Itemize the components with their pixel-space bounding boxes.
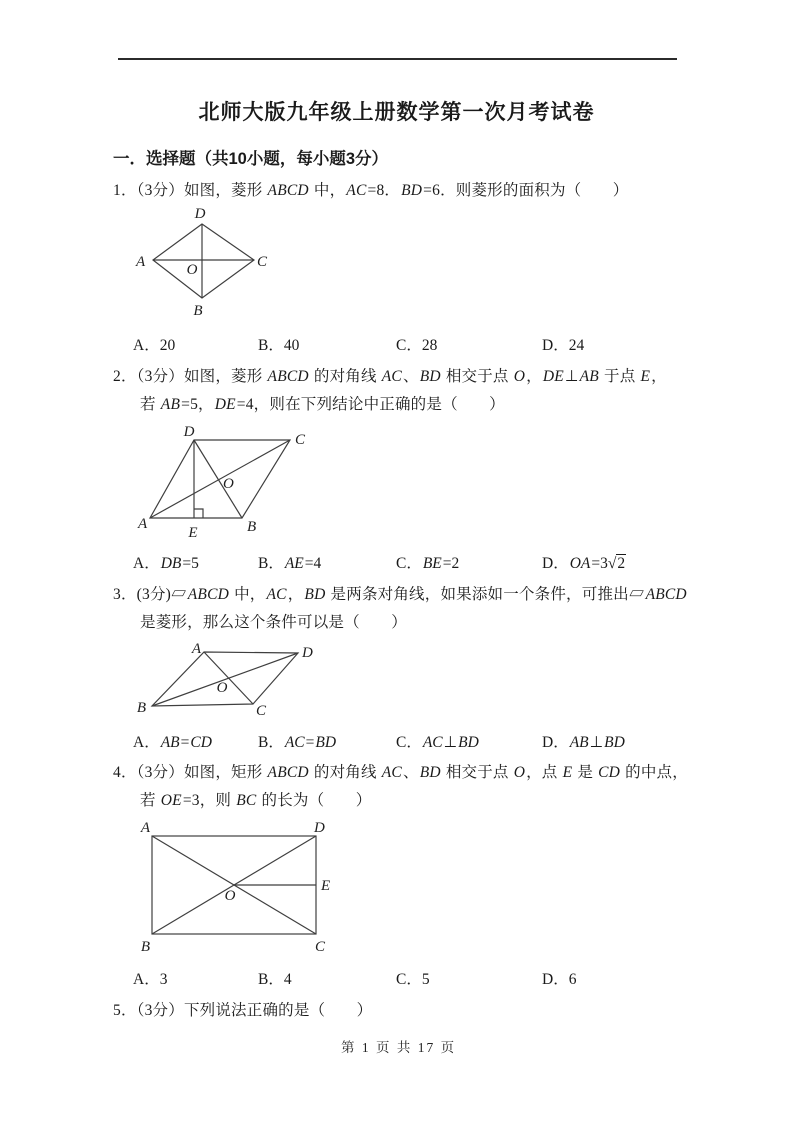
- vertex-label-c: C: [315, 939, 326, 955]
- vertex-label-a: A: [136, 254, 146, 270]
- center-label-o: O: [216, 680, 228, 696]
- vertex-label-b: B: [140, 939, 150, 955]
- q3-option-b: B．AC=BD: [258, 734, 337, 751]
- q4-option-a: A．3: [133, 971, 168, 988]
- question-1-text: 1．（3分）如图，菱形 ABCD 中，AC=8．BD=6．则菱形的面积为（ ）: [113, 182, 629, 199]
- q2-option-a: A．DB=5: [133, 555, 199, 572]
- q2-option-b: B．AE=4: [258, 555, 322, 572]
- vertex-label-a: A: [140, 820, 150, 836]
- center-label-o: O: [186, 262, 198, 278]
- diagonal-bd: [194, 440, 242, 518]
- figure-q3-parallelogram: [130, 640, 320, 720]
- q3-option-c: C．AC⊥BD: [396, 734, 479, 751]
- question-4-text-line2: 若 OE=3，则 BC 的长为（ ）: [140, 792, 372, 809]
- q4-option-d: D．6: [542, 971, 577, 988]
- q4-option-b: B．4: [258, 971, 292, 988]
- vertex-label-d: D: [183, 424, 195, 440]
- vertex-label-c: C: [256, 703, 267, 719]
- q4-option-c: C．5: [396, 971, 430, 988]
- diagonal-ac: [150, 440, 290, 518]
- q2-options-row: [133, 551, 693, 571]
- vertex-label-b: B: [247, 519, 257, 535]
- vertex-label-c: C: [295, 432, 306, 448]
- vertex-label-d: D: [314, 820, 325, 836]
- section-heading: 一．选择题（共10小题，每小题3分）: [113, 150, 389, 168]
- foot-label-e: E: [188, 525, 198, 541]
- figure-q4-rectangle: [130, 818, 340, 955]
- question-2-text-line2: 若 AB=5，DE=4，则在下列结论中正确的是（ ）: [140, 396, 505, 413]
- q1-option-b: B．40: [258, 337, 300, 354]
- page-number-footer: 第 1 页 共 17 页: [341, 1040, 457, 1055]
- header-rule: [118, 58, 677, 60]
- q3-options-row: [133, 730, 693, 750]
- figure-q4-svg: [130, 818, 340, 955]
- vertex-label-b: B: [193, 303, 203, 319]
- q1-option-a: A．20: [133, 337, 176, 354]
- q2-option-d: D．OA=3√2: [542, 555, 626, 572]
- vertex-label-b: B: [136, 700, 146, 716]
- q1-option-d: D．24: [542, 337, 585, 354]
- center-label-o: O: [224, 888, 236, 904]
- figure-q2-svg: [135, 424, 310, 544]
- vertex-label-a: A: [191, 641, 201, 657]
- vertex-label-c: C: [257, 254, 268, 270]
- figure-q1-rhombus: [130, 200, 280, 320]
- q1-option-c: C．28: [396, 337, 438, 354]
- rhombus-outline: [153, 224, 254, 298]
- question-5-text: 5．（3分）下列说法正确的是（ ）: [113, 1002, 373, 1019]
- right-angle-mark: [194, 509, 203, 518]
- q2-option-c: C．BE=2: [396, 555, 460, 572]
- figure-q3-svg: [130, 640, 320, 720]
- document-title: 北师大版九年级上册数学第一次月考试卷: [198, 101, 595, 124]
- q3-option-a: A．AB=CD: [133, 734, 212, 751]
- question-4-text-line1: 4．（3分）如图，矩形 ABCD 的对角线 AC、BD 相交于点 O，点 E 是 CD 的中点，: [113, 764, 688, 781]
- question-3-text-line1: 3．(3分)▱ABCD 中，AC，BD 是两条对角线，如果添如一个条件，可推出▱ABCD: [113, 586, 687, 603]
- vertex-label-d: D: [302, 645, 313, 661]
- vertex-label-d: D: [194, 206, 206, 222]
- question-2-text-line1: 2．（3分）如图，菱形 ABCD 的对角线 AC、BD 相交于点 O，DE⊥AB 于点 E，: [113, 368, 667, 385]
- q3-option-d: D．AB⊥BD: [542, 734, 625, 751]
- question-3-text-line2: 是菱形，那么这个条件可以是（ ）: [140, 614, 407, 631]
- figure-q2-rhombus: [135, 424, 310, 544]
- center-label-o: O: [223, 476, 234, 492]
- q4-options-row: [133, 967, 693, 987]
- vertex-label-a: A: [138, 516, 148, 532]
- midpoint-label-e: E: [321, 878, 331, 894]
- q1-options-row: [133, 333, 693, 353]
- figure-q1-svg: [130, 200, 280, 320]
